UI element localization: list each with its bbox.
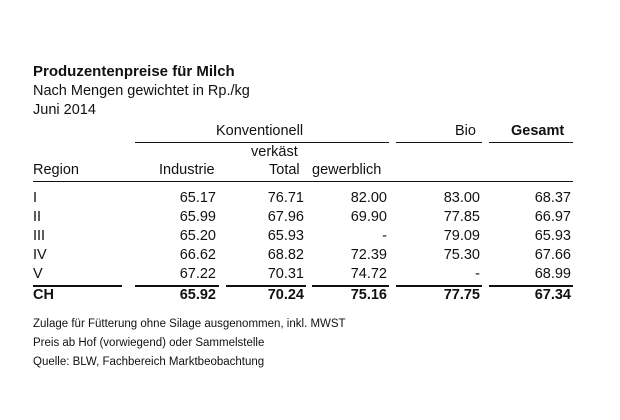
rule-bio — [396, 142, 482, 143]
cell-bio: - — [475, 266, 480, 282]
cell-gewerblich: - — [382, 228, 387, 244]
cell-total: 76.71 — [267, 190, 304, 206]
header-region: Region — [33, 162, 79, 178]
footnote: Zulage für Fütterung ohne Silage ausgenommen, inkl. MWST — [33, 318, 346, 330]
cell-total: 65.93 — [267, 228, 304, 244]
cell-region: IV — [33, 247, 47, 263]
group-header-konventionell: Konventionell — [216, 123, 304, 139]
cell-gewerblich: 82.00 — [350, 190, 387, 206]
table-date: Juni 2014 — [33, 102, 96, 118]
rule-gesamt — [489, 142, 573, 143]
cell-gesamt: 65.93 — [534, 228, 571, 244]
cell-gewerblich: 69.90 — [350, 209, 387, 225]
cell-gewerblich: 74.72 — [350, 266, 387, 282]
cell-region: III — [33, 228, 46, 244]
cell-gewerblich: 75.16 — [350, 287, 387, 303]
group-header-gesamt: Gesamt — [511, 123, 565, 139]
cell-industrie: 65.17 — [179, 190, 216, 206]
footnote: Preis ab Hof (vorwiegend) oder Sammelstelle — [33, 337, 265, 349]
cell-industrie: 65.92 — [179, 287, 216, 303]
cell-gewerblich: 72.39 — [350, 247, 387, 263]
cell-bio: 75.30 — [443, 247, 480, 263]
cell-industrie: 65.20 — [179, 228, 216, 244]
cell-region: I — [33, 190, 38, 206]
header-verkaest: verkäst — [251, 144, 298, 160]
cell-bio: 77.85 — [443, 209, 480, 225]
header-total: Total — [269, 162, 300, 178]
cell-bio: 77.75 — [443, 287, 480, 303]
cell-industrie: 67.22 — [179, 266, 216, 282]
table-title: Produzentenpreise für Milch — [33, 63, 235, 80]
footnote-source: Quelle: BLW, Fachbereich Marktbeobachtung — [33, 356, 265, 368]
cell-bio: 79.09 — [443, 228, 480, 244]
cell-bio: 83.00 — [443, 190, 480, 206]
cell-total: 70.24 — [267, 287, 304, 303]
header-industrie: Industrie — [159, 162, 215, 178]
cell-gesamt: 68.99 — [534, 266, 571, 282]
cell-gesamt: 67.66 — [534, 247, 571, 263]
group-header-bio: Bio — [455, 123, 476, 139]
cell-industrie: 66.62 — [179, 247, 216, 263]
cell-total: 68.82 — [267, 247, 304, 263]
header-gewerblich: gewerblich — [312, 162, 382, 178]
table-subtitle: Nach Mengen gewichtet in Rp./kg — [33, 83, 250, 99]
header-rule — [33, 181, 573, 182]
cell-gesamt: 66.97 — [534, 209, 571, 225]
cell-region: CH — [33, 287, 54, 303]
cell-total: 67.96 — [267, 209, 304, 225]
cell-gesamt: 68.37 — [534, 190, 571, 206]
cell-region: V — [33, 266, 43, 282]
cell-region: II — [33, 209, 42, 225]
rule-konventionell — [135, 142, 389, 143]
cell-industrie: 65.99 — [179, 209, 216, 225]
cell-gesamt: 67.34 — [534, 287, 571, 303]
cell-total: 70.31 — [267, 266, 304, 282]
